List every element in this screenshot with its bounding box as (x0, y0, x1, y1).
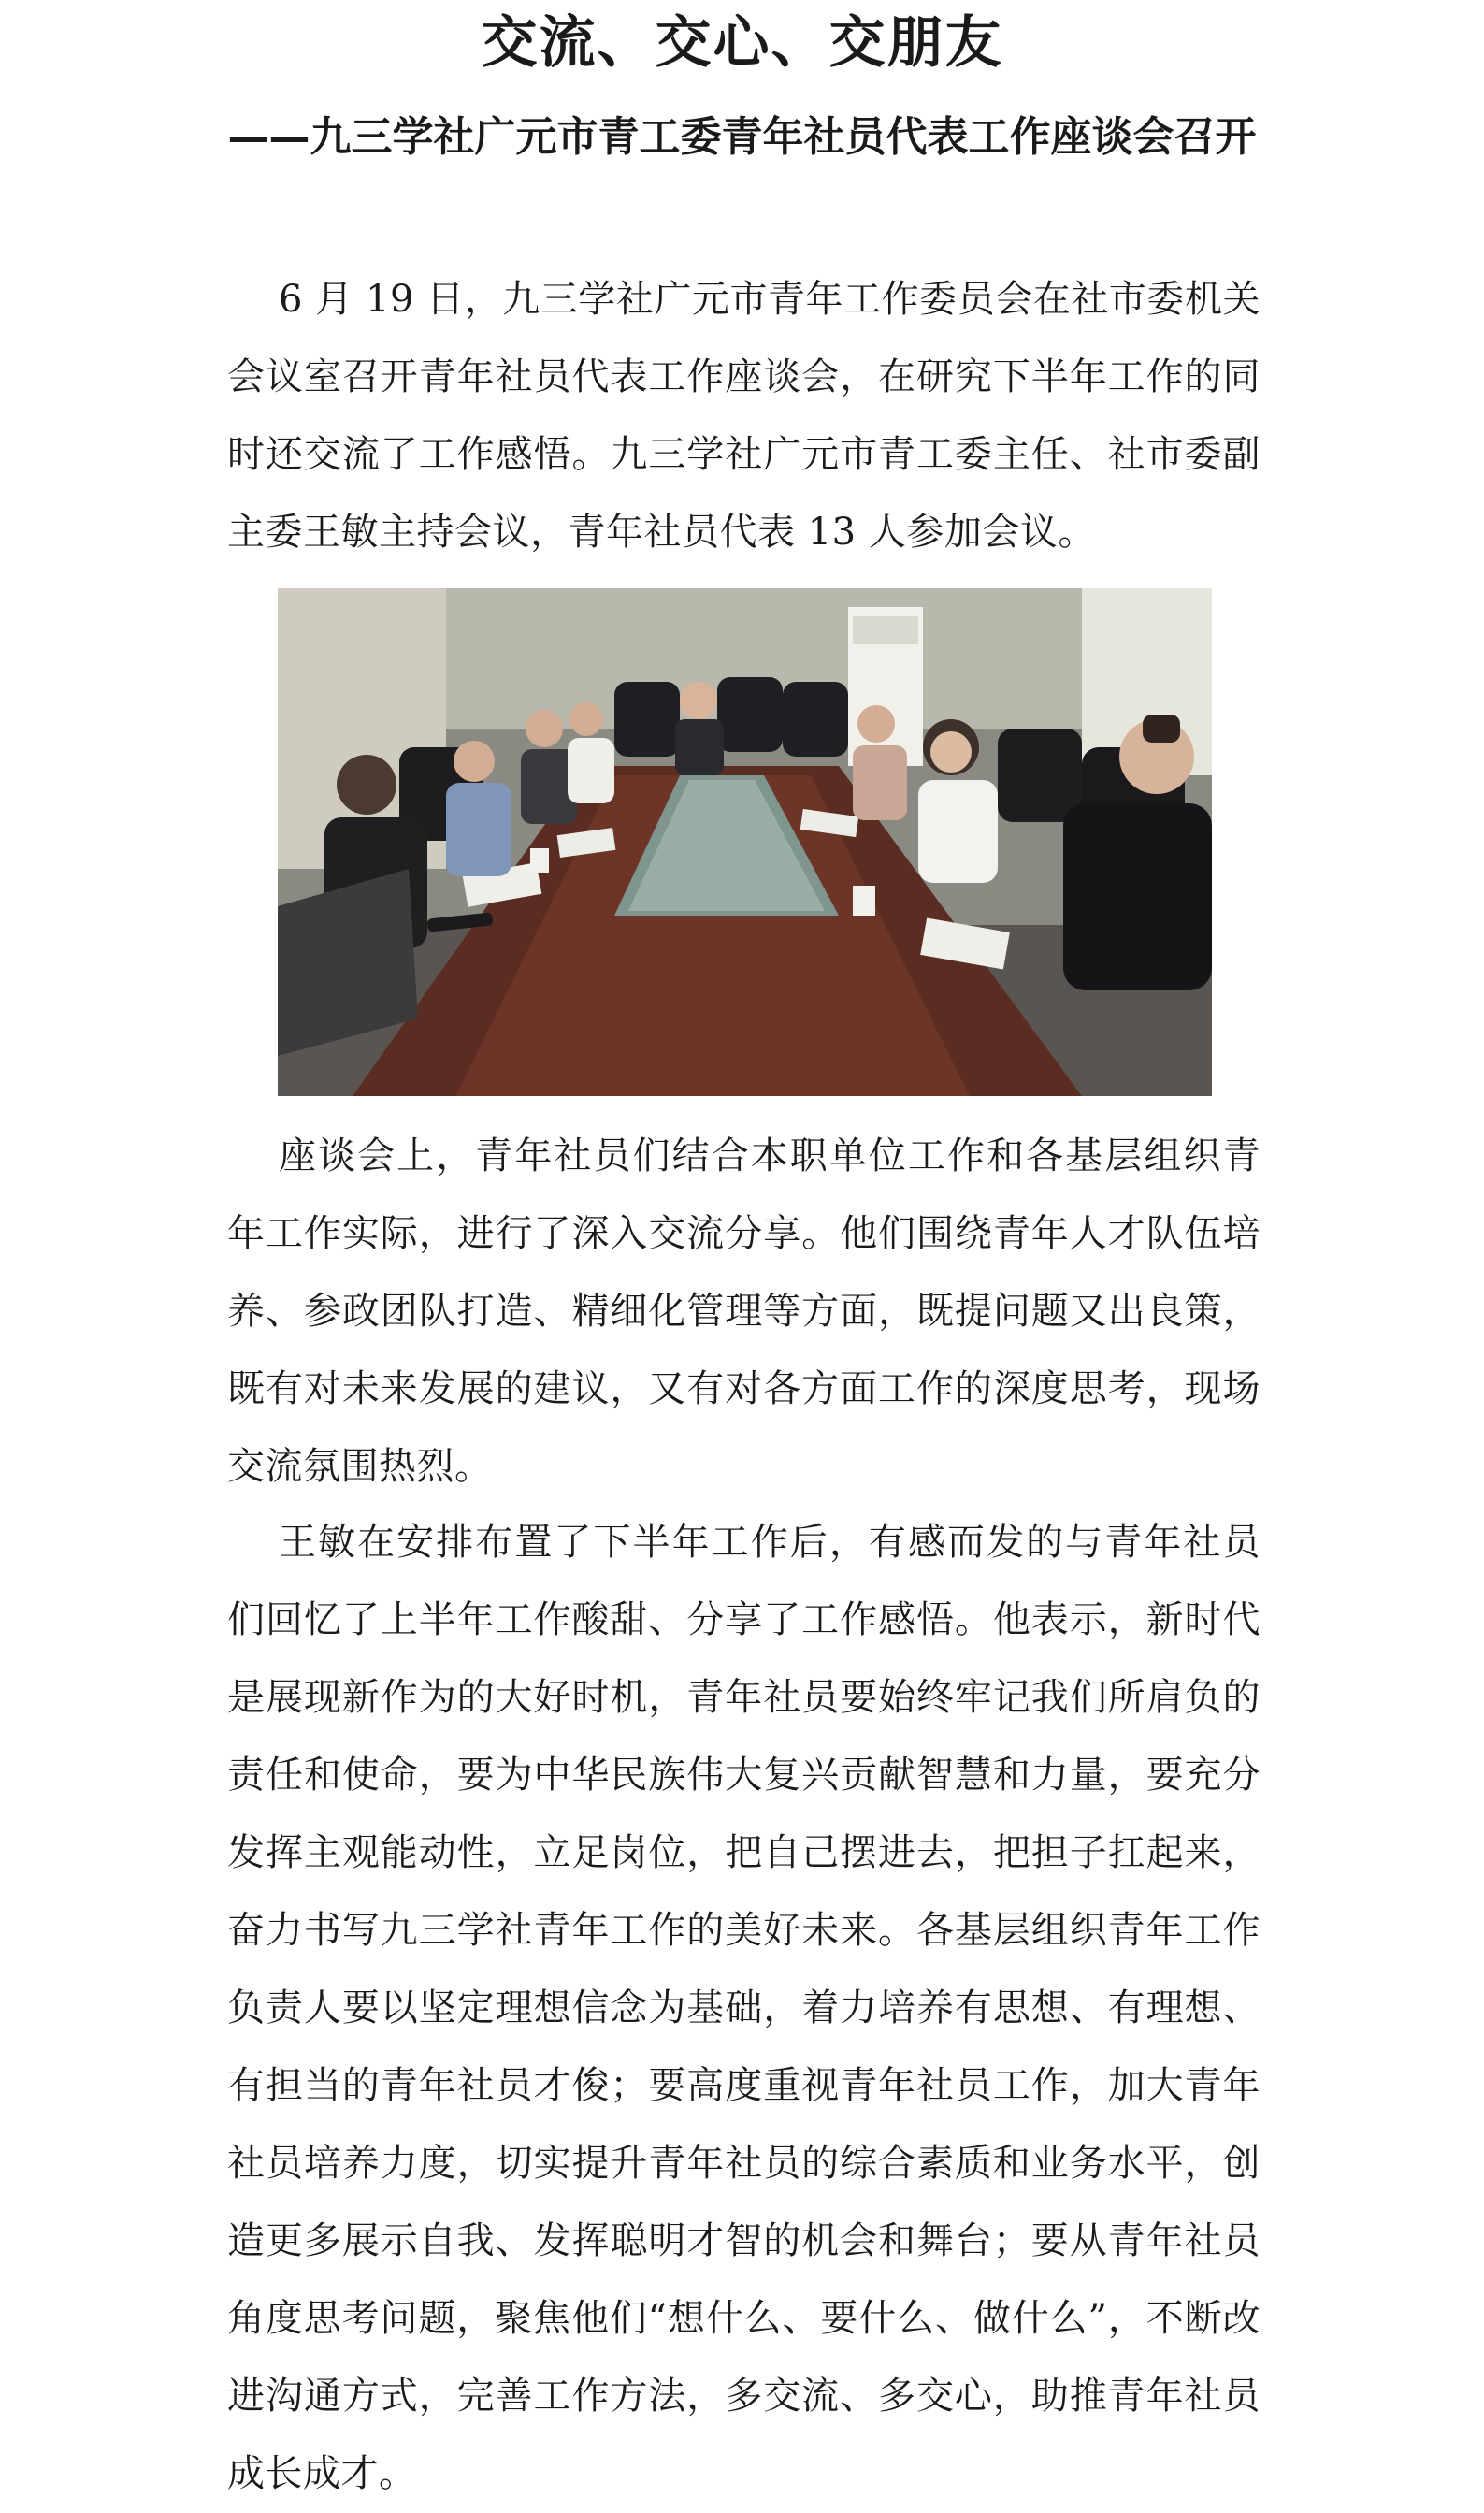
paragraph-1: 6 月 19 日，九三学社广元市青年工作委员会在社市委机关会议室召开青年社员代表工作座谈会，在研究下半年工作的同时还交流了工作感悟。九三学社广元市青工委主任、社市委副主委王敏主持会议，青年社员代表 13 人参加会议。 (227, 278, 1261, 554)
paragraph-2: 座谈会上，青年社员们结合本职单位工作和各基层组织青年工作实际，进行了深入交流分享。他们围绕青年人才队伍培养、参政团队打造、精细化管理等方面，既提问题又出良策，既有对未来发展的建议，又有对各方面工作的深度思考，现场交流氛围热烈。 (227, 1134, 1261, 1488)
paragraph-3: 王敏在安排布置了下半年工作后，有感而发的与青年社员们回忆了上半年工作酸甜、分享了工作感悟。他表示，新时代是展现新作为的大好时机，青年社员要始终牢记我们所肩负的责任和使命，要为中华民族伟大复兴贡献智慧和力量，要充分发挥主观能动性，立足岗位，把自己摆进去，把担子扛起来，奋力书写九三学社青年工作的美好未来。各基层组织青年工作负责人要以坚定理想信念为基础，着力培养有思想、有理想、有担当的青年社员才俊；要高度重视青年社员工作，加大青年社员培养力度，切实提升青年社员的综合素质和业务水平，创造更多展示自我、发挥聪明才智的机会和舞台；要从青年社员角度思考问题，聚焦他们“想什么、要什么、做什么”，不断改进沟通方式，完善工作方法，多交流、多交心，助推青年社员成长成才。 (227, 1521, 1261, 2495)
article-subtitle: ——九三学社广元市青工委青年社员代表工作座谈会召开 (227, 113, 1257, 161)
meeting-photo (278, 588, 1212, 1096)
article-title: 交流、交心、交朋友 (481, 10, 1003, 76)
